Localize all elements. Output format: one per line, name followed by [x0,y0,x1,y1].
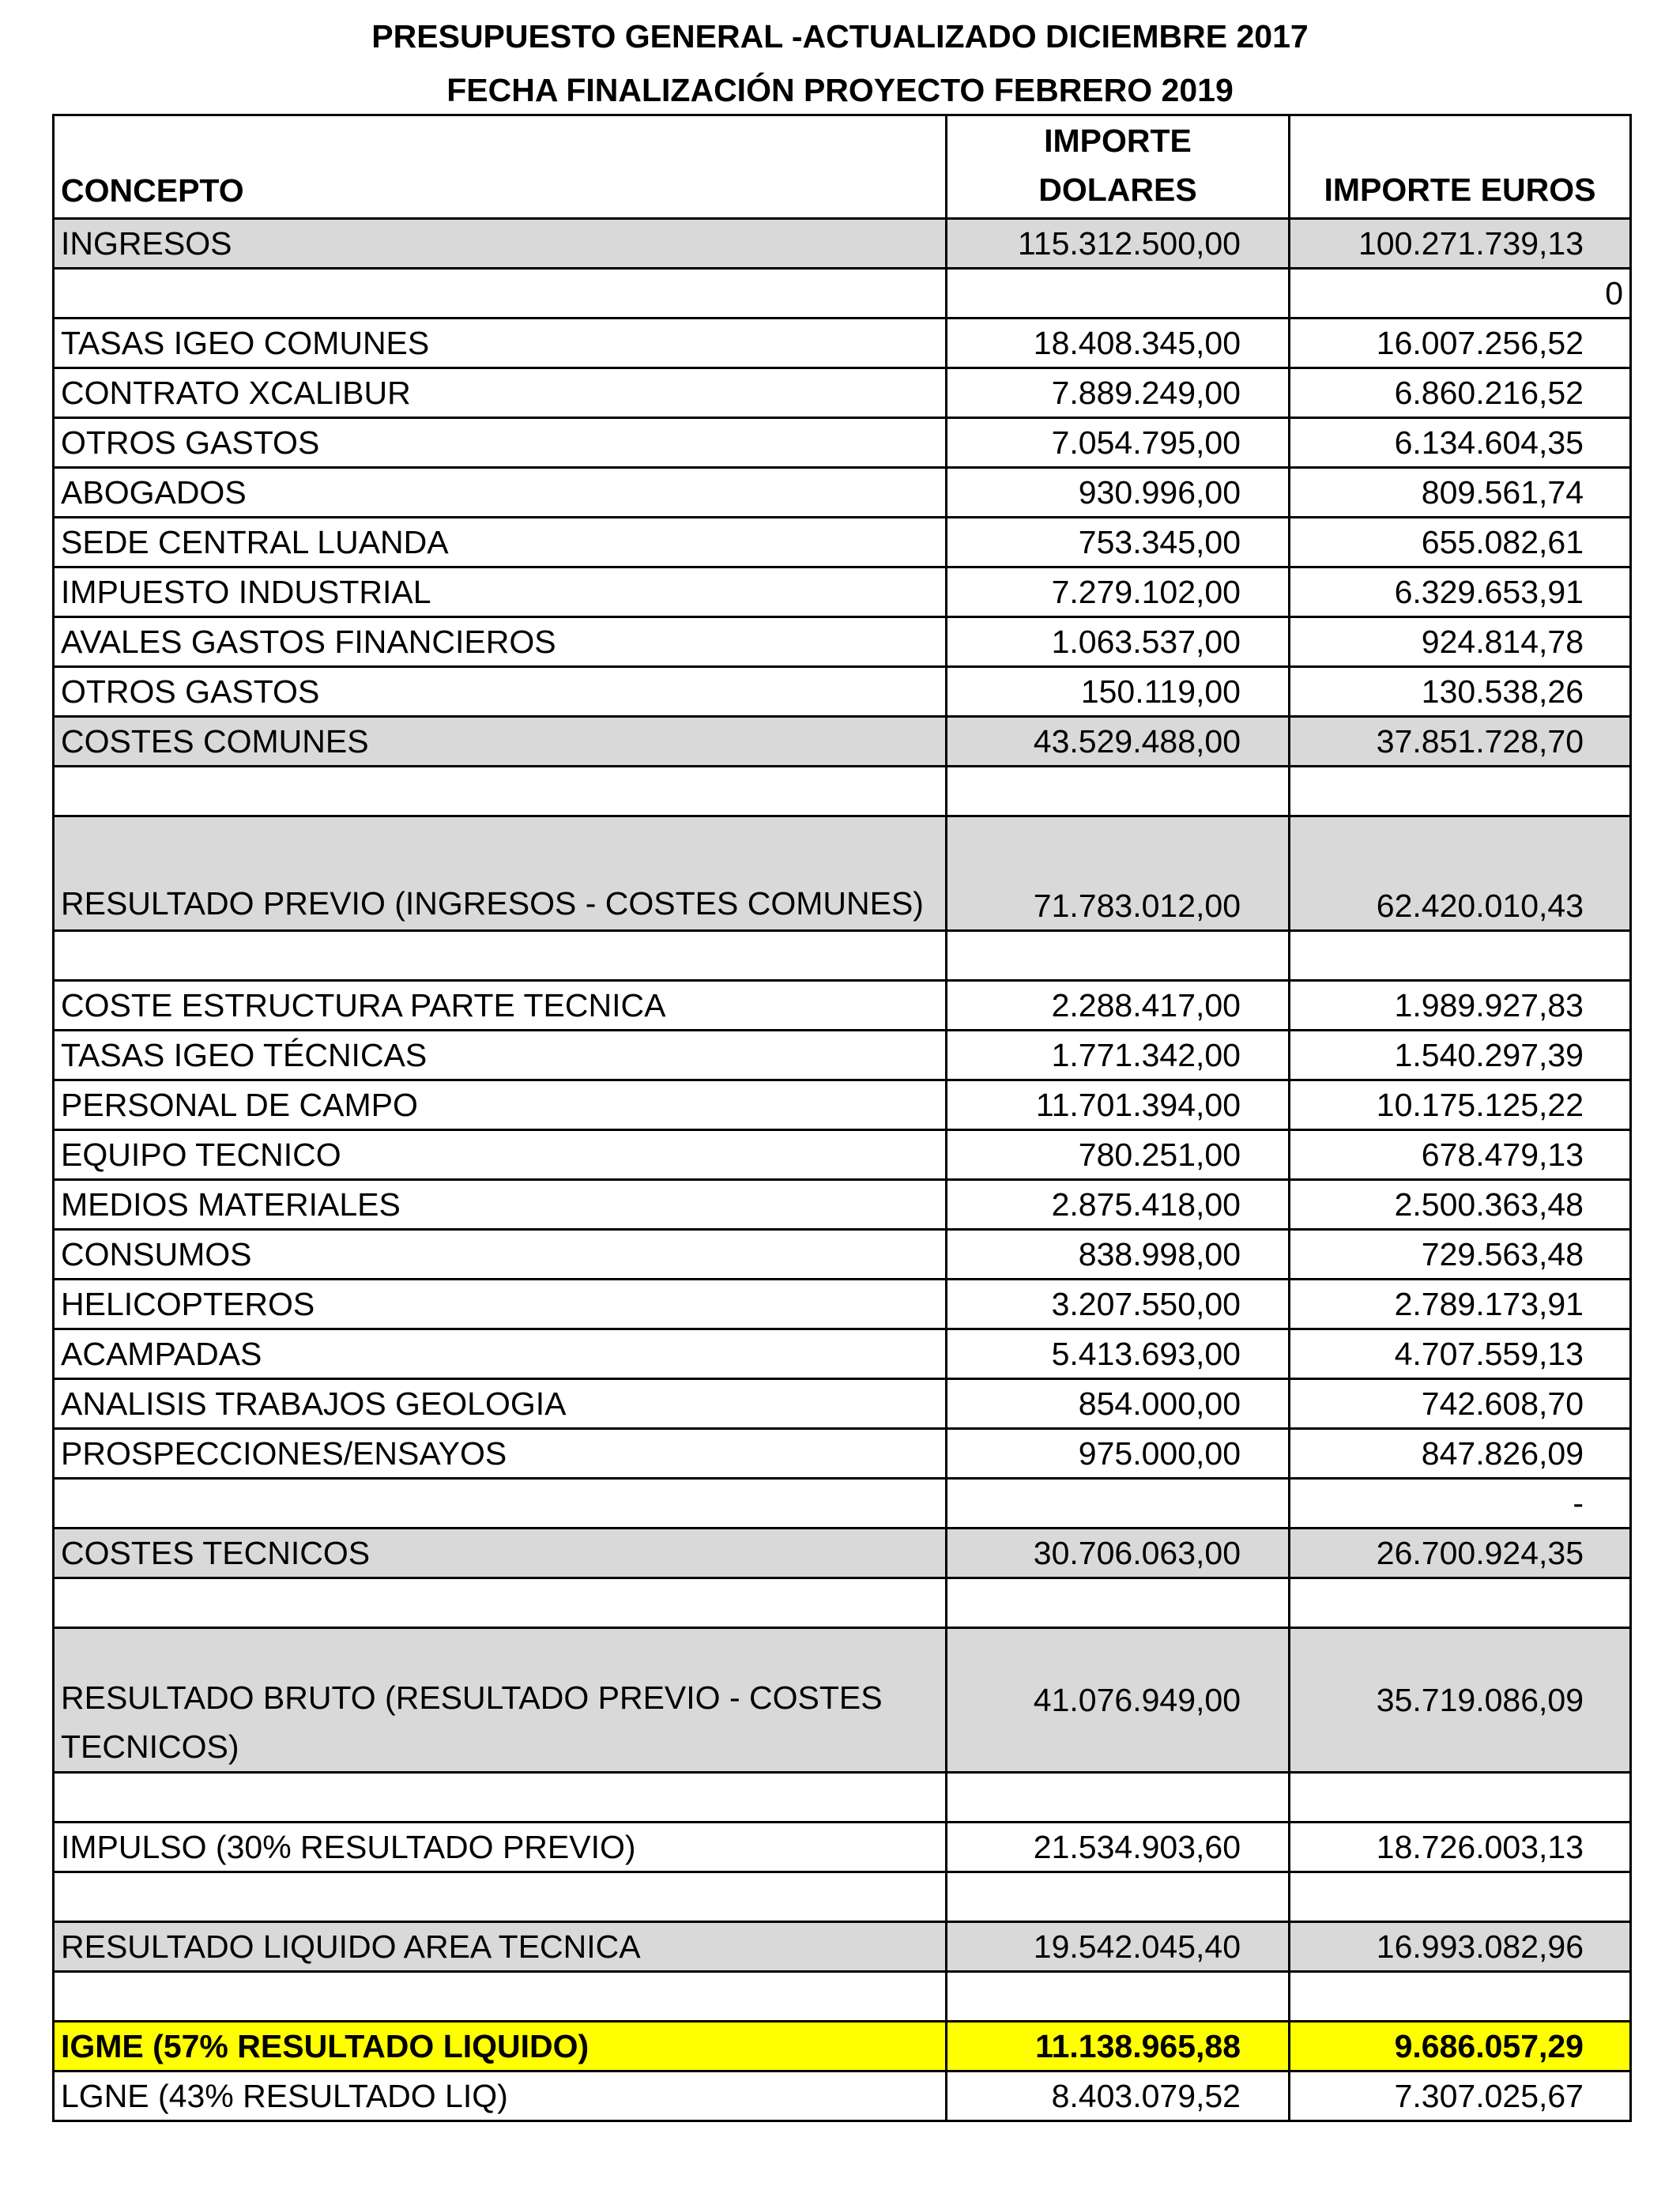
cell-concepto: COSTES COMUNES [54,717,947,767]
cell-importe-dolares: 2.288.417,00 [947,981,1290,1031]
cell-importe-euros [1290,767,1631,816]
cell-importe-dolares: 7.889.249,00 [947,368,1290,418]
cell-importe-euros: 26.700.924,35 [1290,1529,1631,1578]
table-row [54,717,1631,767]
cell-concepto [54,1578,947,1628]
cell-importe-euros [1290,1773,1631,1823]
cell-concepto: INGRESOS [54,219,947,269]
cell-concepto: TASAS IGEO TÉCNICAS [54,1031,947,1080]
cell-concepto [54,269,947,319]
table-row [54,1578,1631,1628]
cell-importe-euros: 924.814,78 [1290,617,1631,667]
table-row [54,1628,1631,1773]
cell-importe-dolares: 854.000,00 [947,1379,1290,1429]
cell-importe-euros [1290,1578,1631,1628]
table-row [54,319,1631,368]
cell-concepto: LGNE (43% RESULTADO LIQ) [54,2071,947,2121]
document-subtitle: FECHA FINALIZACIÓN PROYECTO FEBRERO 2019 [446,72,1234,108]
cell-concepto: CONSUMOS [54,1230,947,1280]
cell-concepto [54,1479,947,1529]
cell-concepto: ANALISIS TRABAJOS GEOLOGIA [54,1379,947,1429]
cell-concepto: COSTES TECNICOS [54,1529,947,1578]
cell-importe-euros: 655.082,61 [1290,518,1631,567]
cell-importe-dolares: 7.054.795,00 [947,418,1290,468]
cell-importe-euros: 130.538,26 [1290,667,1631,717]
cell-importe-dolares: 30.706.063,00 [947,1529,1290,1578]
cell-importe-euros: 6.860.216,52 [1290,368,1631,418]
table-row [54,1529,1631,1578]
cell-concepto: HELICOPTEROS [54,1280,947,1329]
cell-concepto: RESULTADO PREVIO (INGRESOS - COSTES COMUNES) [54,816,947,931]
cell-importe-euros: 10.175.125,22 [1290,1080,1631,1130]
cell-importe-euros: 729.563,48 [1290,1230,1631,1280]
cell-importe-dolares: 930.996,00 [947,468,1290,518]
cell-importe-euros: 9.686.057,29 [1290,2022,1631,2071]
document-title: PRESUPUESTO GENERAL -ACTUALIZADO DICIEMBRE 2017 [371,18,1309,55]
table-row [54,667,1631,717]
cell-importe-dolares [947,767,1290,816]
cell-importe-dolares: 3.207.550,00 [947,1280,1290,1329]
table-header-row [54,115,1631,219]
cell-concepto: RESULTADO BRUTO (RESULTADO PREVIO - COSTES TECNICOS) [54,1628,947,1773]
cell-importe-euros: 2.500.363,48 [1290,1180,1631,1230]
header-importe-dolares [947,115,1290,219]
cell-importe-euros: 809.561,74 [1290,468,1631,518]
cell-importe-dolares: 41.076.949,00 [947,1628,1290,1773]
cell-importe-euros: 7.307.025,67 [1290,2071,1631,2121]
cell-concepto [54,1872,947,1922]
cell-importe-euros: 678.479,13 [1290,1130,1631,1180]
table-row [54,567,1631,617]
cell-importe-euros: 37.851.728,70 [1290,717,1631,767]
cell-importe-dolares [947,1479,1290,1529]
cell-importe-dolares: 975.000,00 [947,1429,1290,1479]
budget-table [52,114,1632,2122]
cell-importe-euros: 6.134.604,35 [1290,418,1631,468]
cell-importe-dolares: 71.783.012,00 [947,816,1290,931]
cell-concepto: OTROS GASTOS [54,667,947,717]
table-row [54,1872,1631,1922]
table-row [54,2022,1631,2071]
table-row [54,269,1631,319]
table-row [54,1230,1631,1280]
table-row [54,816,1631,931]
cell-importe-dolares: 43.529.488,00 [947,717,1290,767]
cell-concepto: IGME (57% RESULTADO LIQUIDO) [54,2022,947,2071]
cell-importe-dolares: 5.413.693,00 [947,1329,1290,1379]
cell-concepto: CONTRATO XCALIBUR [54,368,947,418]
cell-concepto: SEDE CENTRAL LUANDA [54,518,947,567]
cell-importe-dolares [947,1972,1290,2022]
table-row [54,767,1631,816]
cell-importe-dolares [947,269,1290,319]
cell-concepto [54,1773,947,1823]
header-importe-dolares-line2: DOLARES [1038,172,1197,208]
cell-importe-euros: 4.707.559,13 [1290,1329,1631,1379]
cell-concepto: EQUIPO TECNICO [54,1130,947,1180]
table-row [54,1823,1631,1872]
table-row [54,1031,1631,1080]
table-row [54,518,1631,567]
cell-importe-dolares: 11.138.965,88 [947,2022,1290,2071]
table-row [54,1972,1631,2022]
cell-importe-dolares: 21.534.903,60 [947,1823,1290,1872]
cell-importe-euros: 742.608,70 [1290,1379,1631,1429]
table-row [54,931,1631,981]
cell-importe-dolares [947,1872,1290,1922]
cell-importe-euros: 2.789.173,91 [1290,1280,1631,1329]
table-row [54,468,1631,518]
table-row [54,418,1631,468]
cell-importe-euros [1290,931,1631,981]
table-row [54,617,1631,667]
cell-concepto: PERSONAL DE CAMPO [54,1080,947,1130]
cell-importe-dolares [947,1773,1290,1823]
cell-importe-dolares: 8.403.079,52 [947,2071,1290,2121]
cell-importe-euros: 62.420.010,43 [1290,816,1631,931]
cell-importe-dolares: 1.063.537,00 [947,617,1290,667]
cell-importe-euros [1290,1972,1631,2022]
cell-concepto: IMPUESTO INDUSTRIAL [54,567,947,617]
table-row [54,1130,1631,1180]
cell-importe-dolares: 11.701.394,00 [947,1080,1290,1130]
table-body [54,219,1631,2121]
cell-concepto: RESULTADO LIQUIDO AREA TECNICA [54,1922,947,1972]
cell-concepto [54,931,947,981]
cell-importe-euros: 847.826,09 [1290,1429,1631,1479]
cell-concepto: PROSPECCIONES/ENSAYOS [54,1429,947,1479]
table-row [54,1773,1631,1823]
table-row [54,368,1631,418]
cell-importe-euros: 16.007.256,52 [1290,319,1631,368]
cell-importe-euros: 16.993.082,96 [1290,1922,1631,1972]
cell-importe-dolares: 1.771.342,00 [947,1031,1290,1080]
cell-importe-euros: 100.271.739,13 [1290,219,1631,269]
cell-importe-euros: 1.540.297,39 [1290,1031,1631,1080]
cell-concepto: AVALES GASTOS FINANCIEROS [54,617,947,667]
table-row [54,1429,1631,1479]
cell-importe-dolares: 18.408.345,00 [947,319,1290,368]
table-row [54,1280,1631,1329]
cell-importe-dolares: 7.279.102,00 [947,567,1290,617]
header-importe-euros: IMPORTE EUROS [1290,115,1631,219]
cell-importe-dolares: 780.251,00 [947,1130,1290,1180]
cell-concepto: MEDIOS MATERIALES [54,1180,947,1230]
table-row [54,2071,1631,2121]
cell-importe-euros: - [1290,1479,1631,1529]
cell-concepto: IMPULSO (30% RESULTADO PREVIO) [54,1823,947,1872]
table-row [54,1379,1631,1429]
cell-importe-dolares: 115.312.500,00 [947,219,1290,269]
cell-importe-dolares [947,931,1290,981]
table-row [54,1080,1631,1130]
cell-concepto: ACAMPADAS [54,1329,947,1379]
header-concepto: CONCEPTO [54,115,947,219]
table-row [54,219,1631,269]
table-row [54,981,1631,1031]
cell-concepto: ABOGADOS [54,468,947,518]
header-importe-dolares-line1: IMPORTE [1044,123,1192,159]
cell-importe-dolares: 838.998,00 [947,1230,1290,1280]
cell-importe-dolares: 753.345,00 [947,518,1290,567]
cell-concepto: COSTE ESTRUCTURA PARTE TECNICA [54,981,947,1031]
cell-importe-euros: 18.726.003,13 [1290,1823,1631,1872]
table-row [54,1180,1631,1230]
cell-importe-euros: 6.329.653,91 [1290,567,1631,617]
table-row [54,1329,1631,1379]
cell-importe-dolares: 19.542.045,40 [947,1922,1290,1972]
cell-concepto [54,1972,947,2022]
table-row [54,1922,1631,1972]
cell-importe-euros: 1.989.927,83 [1290,981,1631,1031]
cell-importe-euros: 0 [1290,269,1631,319]
cell-importe-euros [1290,1872,1631,1922]
cell-importe-dolares: 150.119,00 [947,667,1290,717]
cell-importe-dolares [947,1578,1290,1628]
table-row [54,1479,1631,1529]
cell-concepto: TASAS IGEO COMUNES [54,319,947,368]
cell-importe-dolares: 2.875.418,00 [947,1180,1290,1230]
cell-concepto: OTROS GASTOS [54,418,947,468]
cell-concepto [54,767,947,816]
cell-importe-euros: 35.719.086,09 [1290,1628,1631,1773]
